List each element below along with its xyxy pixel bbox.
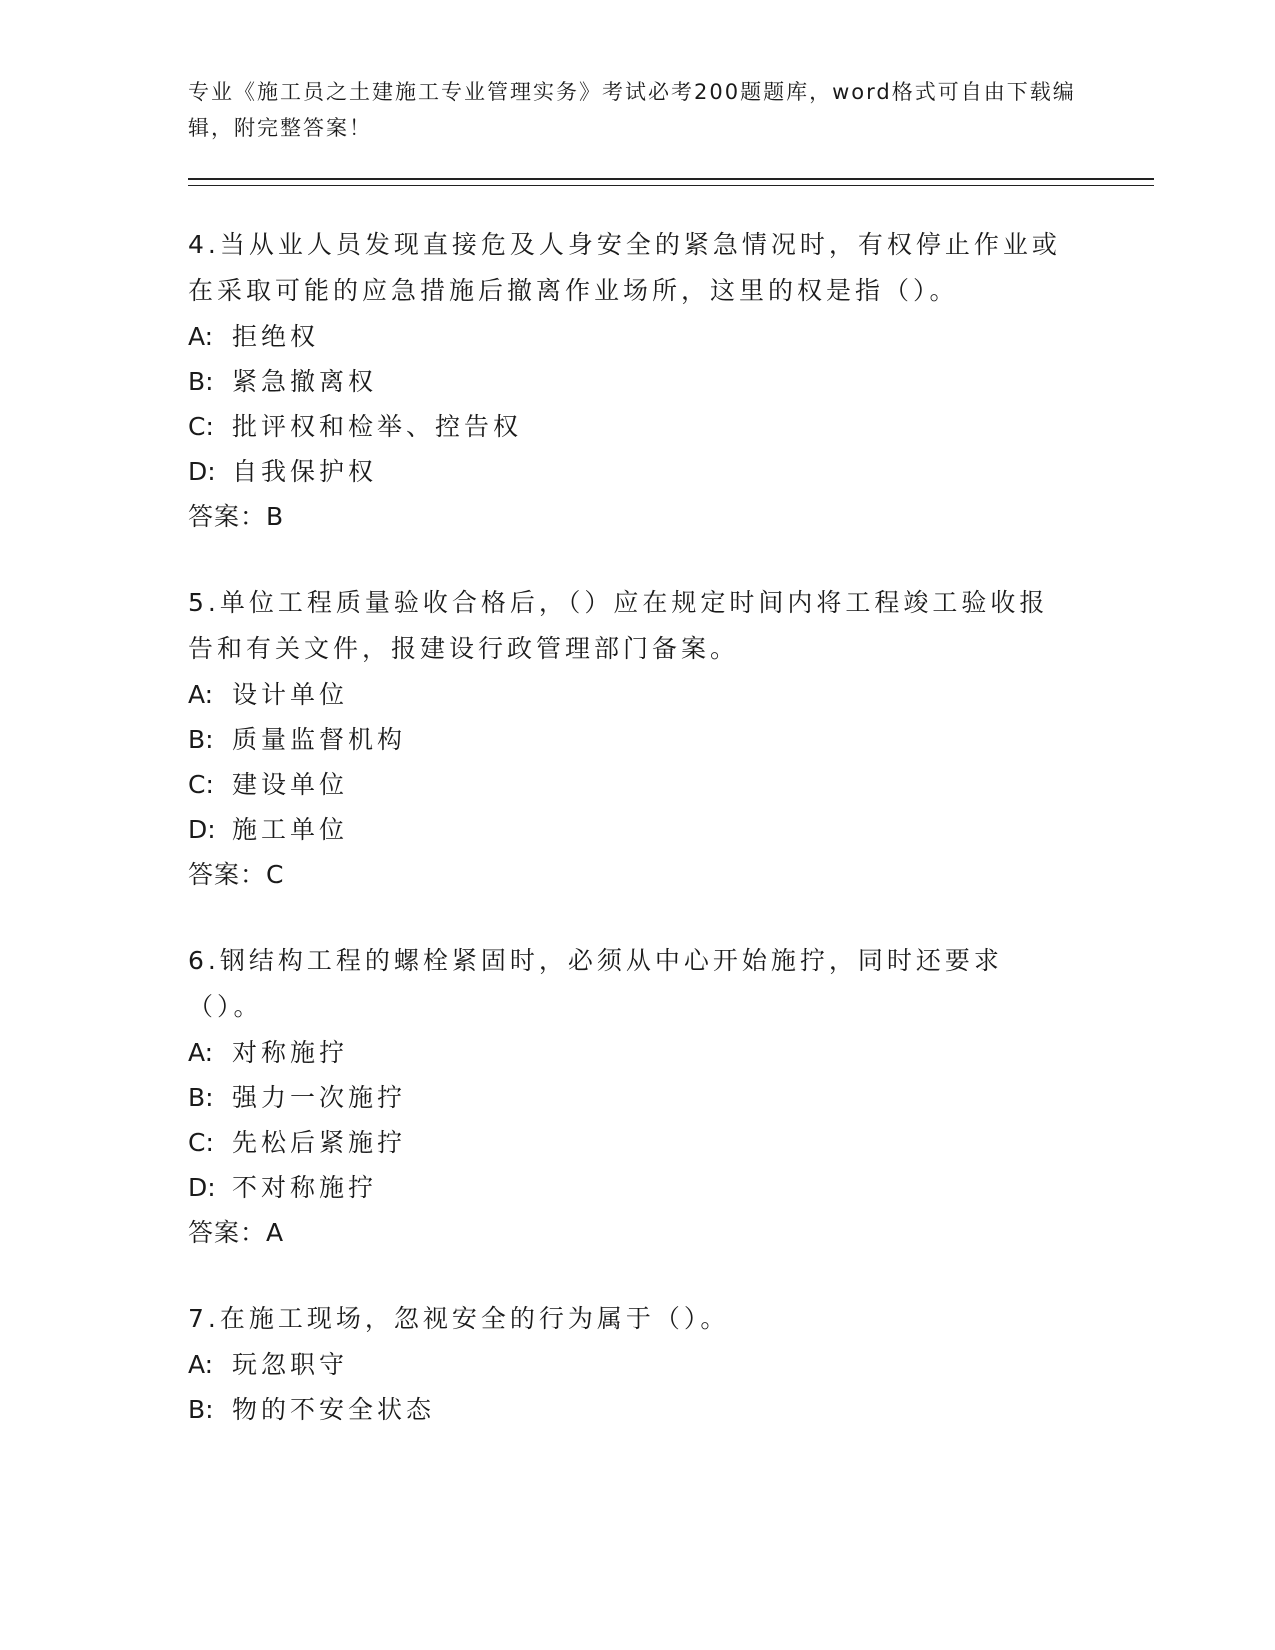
option-letter: A: (188, 680, 214, 709)
option-letter: B: (188, 367, 214, 396)
option-text: 拒绝权 (232, 322, 320, 351)
option-text: 施工单位 (232, 815, 349, 844)
option-text: 强力一次施拧 (232, 1083, 407, 1112)
option-b (188, 717, 1068, 762)
option-d (188, 807, 1068, 852)
option-b (188, 1075, 1068, 1120)
option-letter: B: (188, 725, 214, 754)
question-5 (188, 580, 1068, 898)
option-text: 物的不安全状态 (232, 1395, 436, 1424)
option-letter: D: (188, 1173, 216, 1202)
question-stem: 6.钢结构工程的螺栓紧固时，必须从中心开始施拧，同时还要求（）。 (188, 946, 1003, 1021)
option-a (188, 1030, 1068, 1075)
option-text: 批评权和检举、控告权 (232, 412, 523, 441)
option-a (188, 672, 1068, 717)
answer-line: 答案：B (188, 502, 285, 531)
option-c (188, 762, 1068, 807)
option-text: 不对称施拧 (232, 1173, 378, 1202)
option-b (188, 1387, 1068, 1432)
question-4 (188, 222, 1068, 540)
option-letter: B: (188, 1395, 214, 1424)
option-text: 自我保护权 (232, 457, 378, 486)
option-text: 对称施拧 (232, 1038, 349, 1067)
option-a (188, 314, 1068, 359)
option-letter: D: (188, 815, 216, 844)
option-text: 紧急撤离权 (232, 367, 378, 396)
option-letter: C: (188, 770, 214, 799)
option-letter: C: (188, 412, 214, 441)
question-stem: 4.当从业人员发现直接危及人身安全的紧急情况时，有权停止作业或在采取可能的应急措施后撤离作业场所，这里的权是指（）。 (188, 230, 1061, 305)
answer-line: 答案：A (188, 1218, 285, 1247)
option-text: 玩忽职守 (232, 1350, 349, 1379)
option-c (188, 404, 1068, 449)
question-stem: 5.单位工程质量验收合格后，（）应在规定时间内将工程竣工验收报告和有关文件，报建设行政管理部门备案。 (188, 588, 1049, 663)
answer-line: 答案：C (188, 860, 285, 889)
option-letter: A: (188, 1350, 214, 1379)
option-letter: A: (188, 1038, 214, 1067)
option-letter: B: (188, 1083, 214, 1112)
option-letter: C: (188, 1128, 214, 1157)
option-letter: D: (188, 457, 216, 486)
question-7 (188, 1296, 1068, 1432)
header-divider (188, 178, 1154, 186)
option-text: 建设单位 (232, 770, 349, 799)
option-a (188, 1342, 1068, 1387)
option-text: 设计单位 (232, 680, 349, 709)
option-b (188, 359, 1068, 404)
option-d (188, 1165, 1068, 1210)
document-header-description: 专业《施工员之土建施工专业管理实务》考试必考200题题库，word格式可自由下载编辑，附完整答案！ (188, 80, 1076, 140)
question-6 (188, 938, 1068, 1256)
question-stem: 7.在施工现场，忽视安全的行为属于（）。 (188, 1304, 730, 1333)
option-d (188, 449, 1068, 494)
option-text: 先松后紧施拧 (232, 1128, 407, 1157)
option-text: 质量监督机构 (232, 725, 407, 754)
option-c (188, 1120, 1068, 1165)
option-letter: A: (188, 322, 214, 351)
